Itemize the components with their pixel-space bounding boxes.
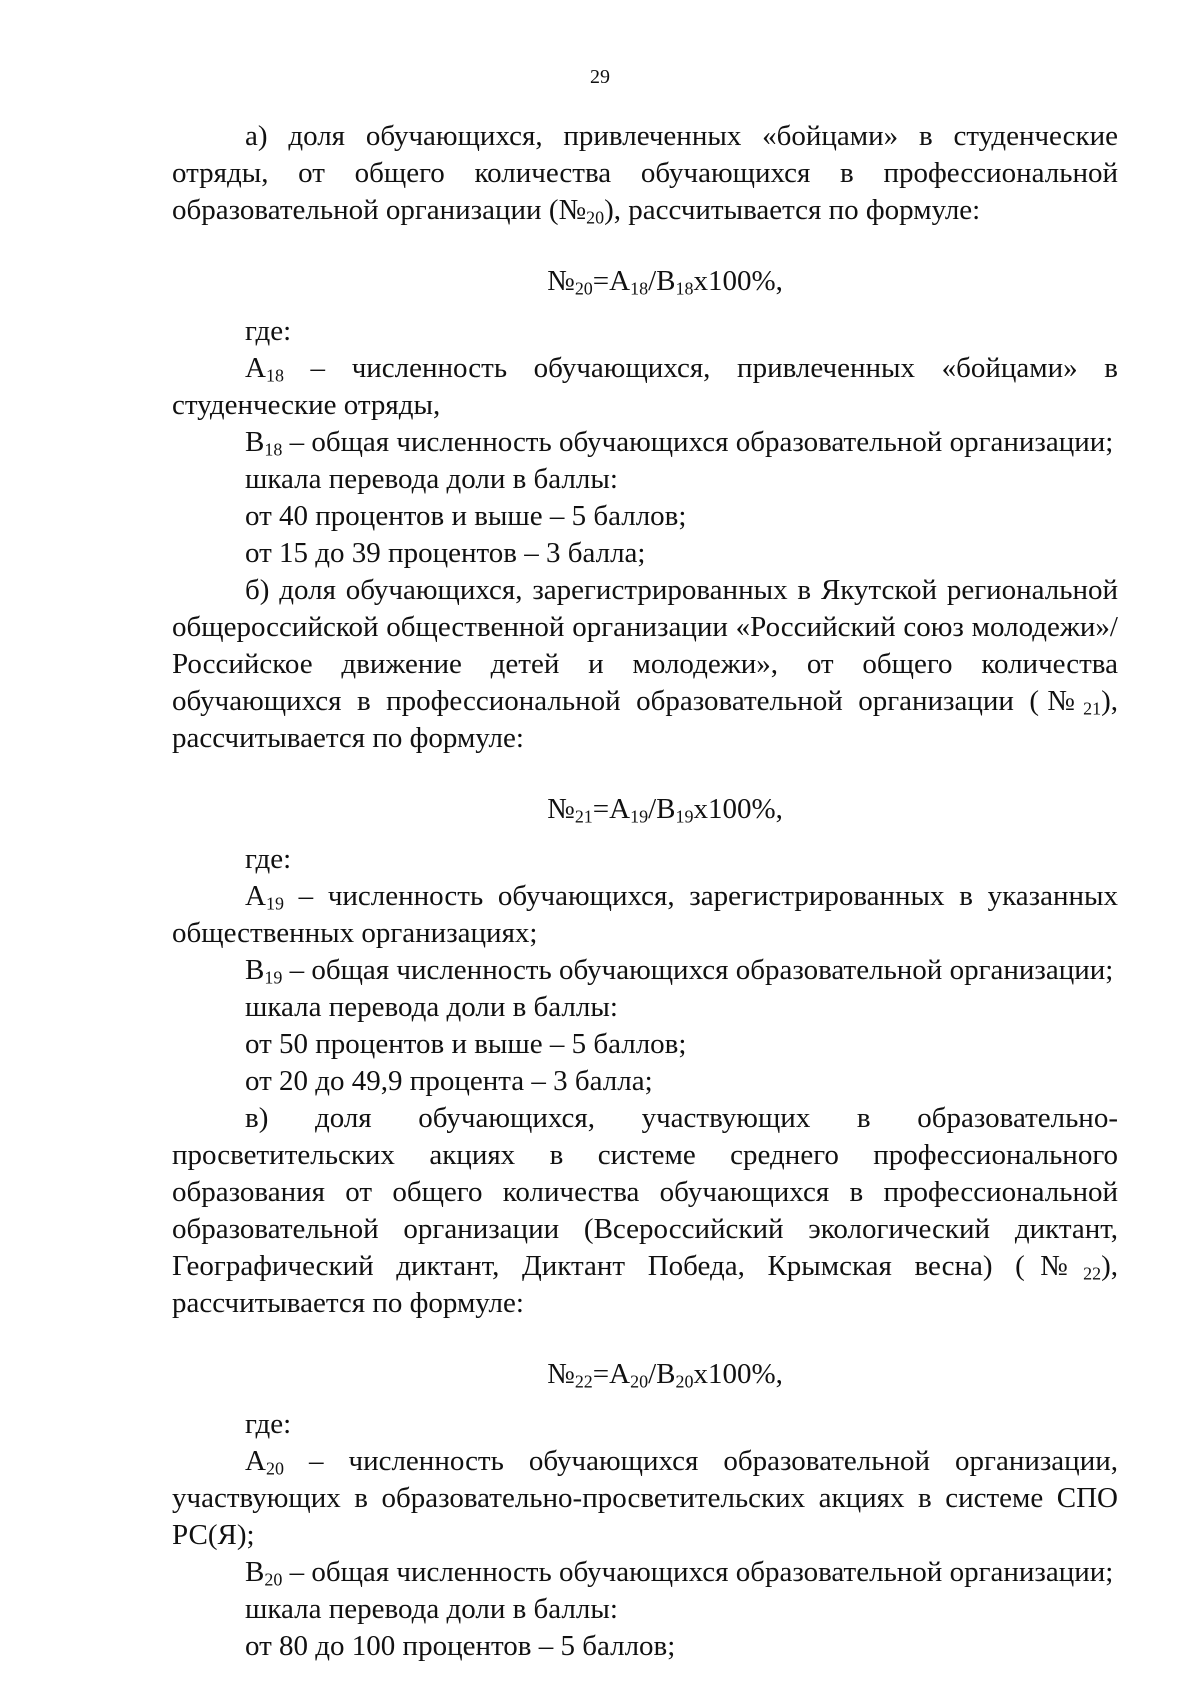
where-label: где: (245, 1408, 292, 1440)
formula-20: $№_{20}=A_{18}/B_{18}x100\%$, (547, 265, 783, 299)
scale-label: шкала перевода доли в баллы: (245, 991, 618, 1023)
paragraph-b-intro: б) доля обучающихся, зарегистрированных в Якутской региональной общероссийской общественной организации «Российский союз молодежи»/Российское движение детей и молодежи», от общего количества обучающихся в профессиональной образовательной организации $(№_{21})$, рассчитывается по формуле: (172, 574, 1118, 754)
definition-b18: $B_{18}$ – общая численность обучающихся образовательной организации; (245, 426, 1114, 460)
definition-b19: $B_{19}$ – общая численность обучающихся образовательной организации; (245, 954, 1114, 988)
page-number: 29 (590, 66, 610, 88)
scale-label: шкала перевода доли в баллы: (245, 1593, 618, 1625)
definition-a20: $A_{20}$ – численность обучающихся образовательной организации, участвующих в образовательно-просветительских акциях в системе СПО РС(Я); (172, 1445, 1118, 1551)
scale-item: от 80 до 100 процентов – 5 баллов; (245, 1630, 676, 1662)
scale-label: шкала перевода доли в баллы: (245, 463, 618, 495)
where-label: где: (245, 315, 292, 347)
definition-a18: $A_{18}$ – численность обучающихся, привлеченных «бойцами» в студенческие отряды, (172, 352, 1118, 421)
definition-b20: $B_{20}$ – общая численность обучающихся образовательной организации; (245, 1556, 1114, 1590)
definition-a19: $A_{19}$ – численность обучающихся, зарегистрированных в указанных общественных организациях; (172, 880, 1118, 949)
scale-item: от 50 процентов и выше – 5 баллов; (245, 1028, 687, 1060)
page-body (172, 118, 1118, 1665)
paragraph-a-intro: а) доля обучающихся, привлеченных «бойцами» в студенческие отряды, от общего количества обучающихся в профессиональной образовательной организации $(№_{20})$, рассчитывается по формуле: (172, 120, 1118, 228)
paragraph-c-intro: в) доля обучающихся, участвующих в образовательно-просветительских акциях в системе среднего профессионального образования от общего количества обучающихся в профессиональной образовательной организации (Всероссийский экологический диктант, Географический диктант, Диктант Победа, Крымская весна) $(№_{22})$, рассчитывается по формуле: (172, 1102, 1118, 1319)
scale-item: от 20 до 49,9 процента – 3 балла; (245, 1065, 653, 1097)
formula-21: $№_{21}=A_{19}/B_{19}x100\%$, (547, 793, 783, 827)
scale-item: от 15 до 39 процентов – 3 балла; (245, 537, 646, 569)
where-label: где: (245, 843, 292, 875)
scale-item: от 40 процентов и выше – 5 баллов; (245, 500, 687, 532)
formula-22: $№_{22}=A_{20}/B_{20}x100\%$, (547, 1358, 783, 1392)
